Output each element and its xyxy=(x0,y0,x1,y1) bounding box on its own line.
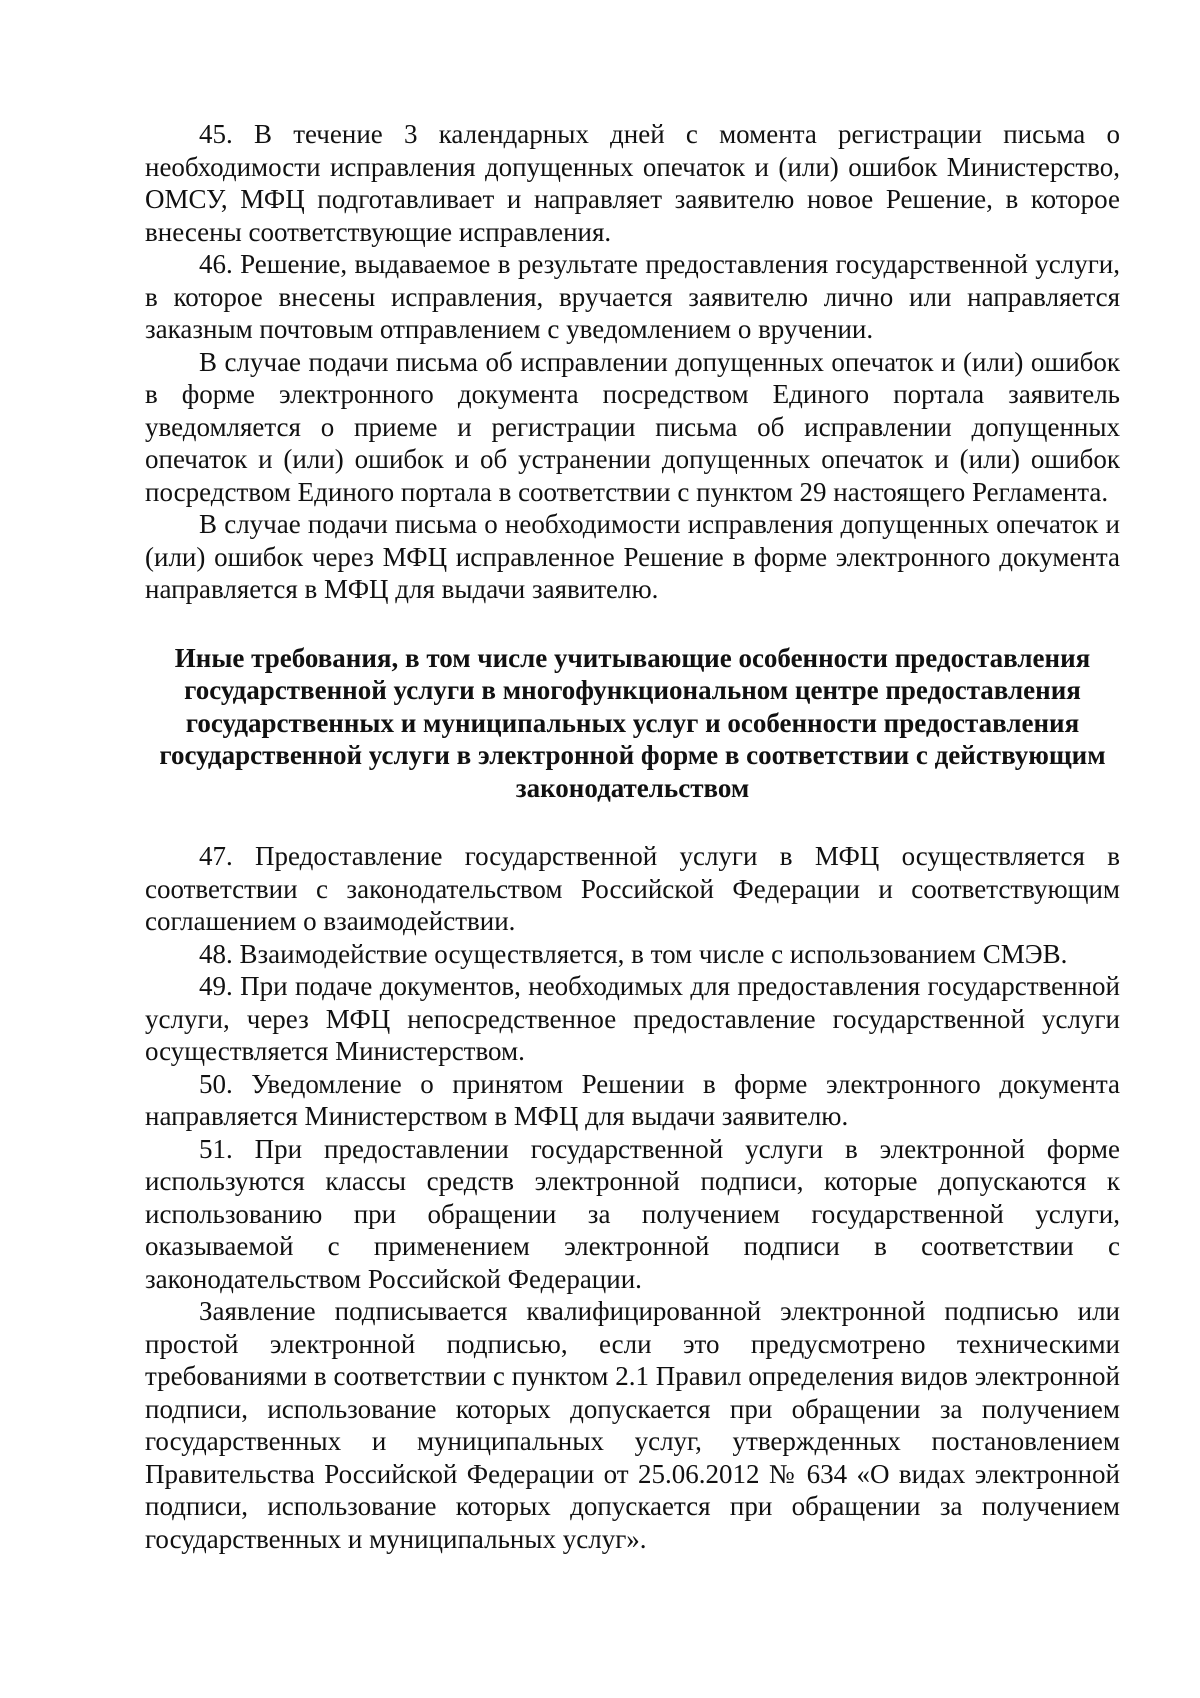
paragraph-50: 50. Уведомление о принятом Решении в форме электронного документа направляется Министерством в МФЦ для выдачи заявителю. xyxy=(145,1068,1120,1131)
paragraph-signature-rules: Заявление подписывается квалифицированной электронной подписью или простой электронной подписью, если это предусмотрено техническими требованиями в соответствии с пунктом 2.1 Правил определения видов электронной подписи, использование которых допускается при обращении за получением государственных и муниципальных услуг, утвержденных постановлением Правительства Российской Федерации от 25.06.2012 № 634 «О видах электронной подписи, использование которых допускается при обращении за получением государственных и муниципальных услуг». xyxy=(145,1296,1120,1554)
paragraph-48: 48. Взаимодействие осуществляется, в том числе с использованием СМЭВ. xyxy=(199,938,1068,969)
paragraph-49: 49. При подаче документов, необходимых для предоставления государственной услуги, через МФЦ непосредственное предоставление государственной услуги осуществляется Министерством. xyxy=(145,971,1120,1066)
paragraph-51: 51. При предоставлении государственной услуги в электронной форме используются классы средств электронной подписи, которые допускаются к использованию при обращении за получением государственной услуги, оказываемой с применением электронной подписи в соответствии с законодательством Российской Федерации. xyxy=(145,1133,1120,1294)
section-heading: Иные требования, в том числе учитывающие особенности предоставления государственной услуги в многофункциональном центре предоставления государственных и муниципальных услуг и особенности предоставления государственной услуги в электронной форме в соответствии с действующим законодательством xyxy=(159,642,1106,803)
paragraph-mfc-notice: В случае подачи письма о необходимости исправления допущенных опечаток и (или) ошибок через МФЦ исправленное Решение в форме электронного документа направляется в МФЦ для выдачи заявителю. xyxy=(145,509,1120,604)
paragraph-47: 47. Предоставление государственной услуги в МФЦ осуществляется в соответствии с законодательством Российской Федерации и соответствующим соглашением о взаимодействии. xyxy=(145,841,1120,936)
paragraph-45: 45. В течение 3 календарных дней с момента регистрации письма о необходимости исправления допущенных опечаток и (или) ошибок Министерство, ОМСУ, МФЦ подготавливает и направляет заявителю новое Решение, в которое внесены соответствующие исправления. xyxy=(145,119,1120,247)
paragraph-46: 46. Решение, выдаваемое в результате предоставления государственной услуги, в которое внесены исправления, вручается заявителю лично или направляется заказным почтовым отправлением с уведомлением о вручении. xyxy=(145,249,1120,344)
document-body xyxy=(145,118,1120,1555)
paragraph-portal-notice: В случае подачи письма об исправлении допущенных опечаток и (или) ошибок в форме электронного документа посредством Единого портала заявитель уведомляется о приеме и регистрации письма об исправлении допущенных опечаток и (или) ошибок и об устранении допущенных опечаток и (или) ошибок посредством Единого портала в соответствии с пунктом 29 настоящего Регламента. xyxy=(145,346,1120,507)
